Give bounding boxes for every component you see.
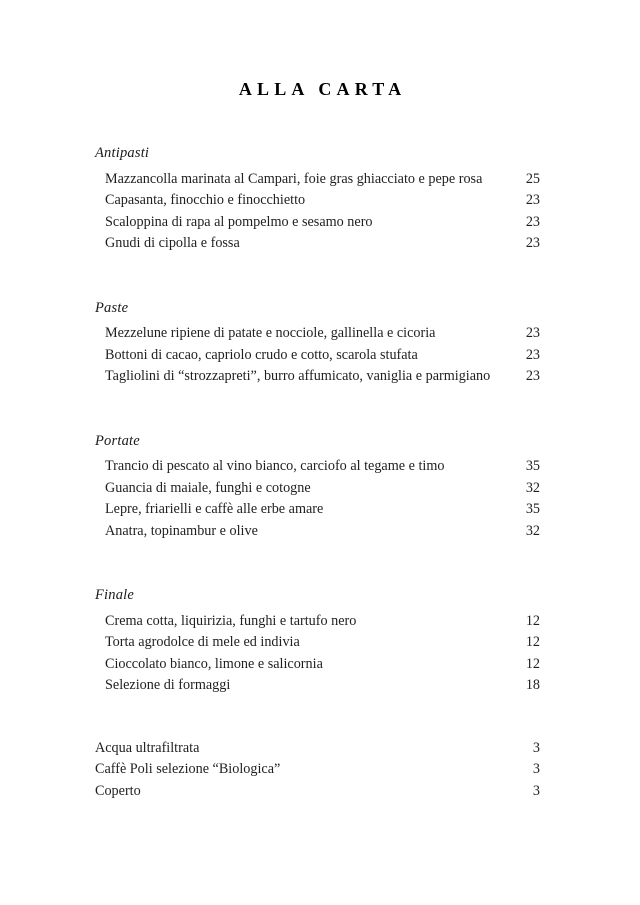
section-heading: Finale <box>95 587 135 603</box>
item-price: 23 <box>525 213 540 230</box>
item-name: Coperto <box>95 782 141 799</box>
menu-item <box>105 456 540 478</box>
menu-section <box>95 298 540 388</box>
item-price: 35 <box>525 501 540 517</box>
item-price: 23 <box>525 346 540 363</box>
item-price: 23 <box>525 368 540 384</box>
item-name: Torta agrodolce di mele ed indivia <box>105 634 300 650</box>
item-price: 18 <box>525 677 540 693</box>
extras-list <box>0 738 640 803</box>
item-price: 23 <box>525 325 540 341</box>
section-item-list <box>95 456 540 542</box>
item-price: 35 <box>525 458 540 474</box>
item-price: 12 <box>525 655 540 672</box>
menu-section <box>95 585 540 697</box>
section-item-list <box>95 611 540 697</box>
item-name: Caffè Poli selezione “Biologica” <box>95 761 281 777</box>
menu-item <box>105 345 540 367</box>
item-name: Lepre, friarielli e caffè alle erbe amare <box>105 501 324 517</box>
menu-item <box>105 212 540 234</box>
item-name: Capasanta, finocchio e finocchietto <box>105 192 306 208</box>
menu-item <box>105 632 540 654</box>
item-price: 3 <box>532 739 540 756</box>
item-price: 23 <box>525 235 540 251</box>
menu-item <box>105 323 540 345</box>
menu-item <box>105 521 540 543</box>
extra-item <box>95 759 540 781</box>
item-name: Crema cotta, liquirizia, funghi e tartufo nero <box>105 612 357 629</box>
item-name: Scaloppina di rapa al pompelmo e sesamo nero <box>105 213 373 230</box>
section-heading: Portate <box>95 432 140 449</box>
item-name: Guancia di maiale, funghi e cotogne <box>105 479 311 496</box>
item-price: 12 <box>525 634 540 650</box>
item-price: 32 <box>525 479 540 496</box>
extra-item <box>95 781 540 803</box>
item-name: Anatra, topinambur e olive <box>105 522 258 539</box>
item-name: Tagliolini di “strozzapreti”, burro affumicato, vaniglia e parmigiano <box>105 368 491 384</box>
extra-item <box>95 738 540 760</box>
menu-item <box>105 478 540 500</box>
menu-item <box>105 190 540 212</box>
item-name: Mazzancolla marinata al Campari, foie gras ghiacciato e pepe rosa <box>105 170 483 187</box>
section-heading: Paste <box>95 299 129 316</box>
item-name: Trancio di pescato al vino bianco, carciofo al tegame e timo <box>105 458 445 474</box>
menu-section <box>95 143 540 255</box>
menu-item <box>105 233 540 255</box>
menu-item <box>105 611 540 633</box>
item-price: 25 <box>525 170 540 187</box>
item-name: Acqua ultrafiltrata <box>95 739 200 756</box>
item-price: 12 <box>525 612 540 629</box>
section-item-list <box>95 323 540 388</box>
menu-item <box>105 675 540 697</box>
item-price: 3 <box>532 761 540 777</box>
menu-section <box>95 431 540 543</box>
item-price: 3 <box>532 782 540 799</box>
menu-item <box>105 366 540 388</box>
section-heading: Antipasti <box>95 145 150 161</box>
menu-item <box>105 169 540 191</box>
item-price: 32 <box>525 522 540 539</box>
item-name: Cioccolato bianco, limone e salicornia <box>105 655 323 672</box>
item-name: Selezione di formaggi <box>105 677 231 693</box>
menu-item <box>105 499 540 521</box>
menu-sections <box>0 143 640 697</box>
menu-item <box>105 654 540 676</box>
page-title: ALLA CARTA <box>238 79 407 99</box>
section-item-list <box>95 169 540 255</box>
item-price: 23 <box>525 192 540 208</box>
item-name: Gnudi di cipolla e fossa <box>105 235 240 251</box>
item-name: Mezzelune ripiene di patate e nocciole, gallinella e cicoria <box>105 325 436 341</box>
item-name: Bottoni di cacao, capriolo crudo e cotto, scarola stufata <box>105 346 418 363</box>
